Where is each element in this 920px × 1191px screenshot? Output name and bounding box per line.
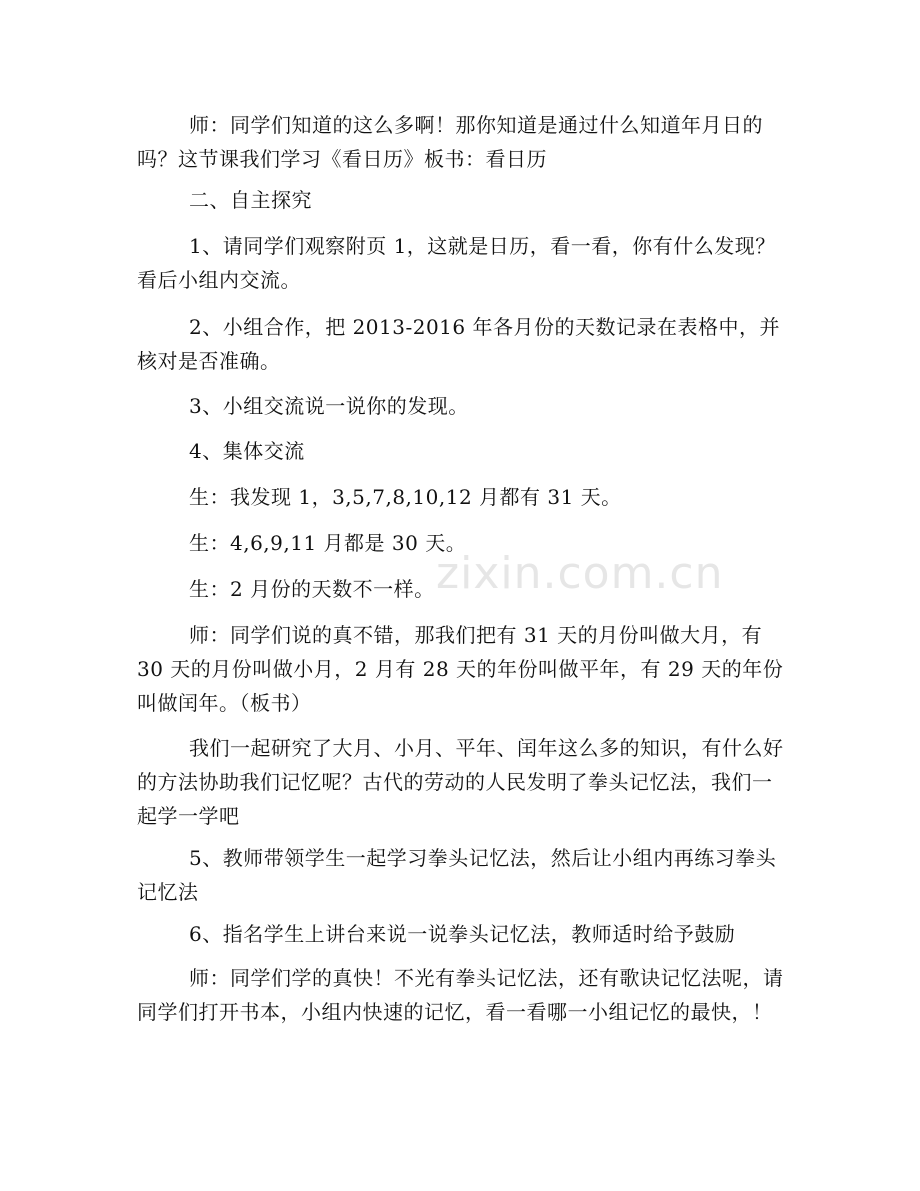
paragraph-step-2: 2、小组合作，把 2013-2016 年各月份的天数记录在表格中，并核对是否准确。 (137, 315, 780, 373)
paragraph-step-3: 3、小组交流说一说你的发现。 (189, 394, 469, 418)
paragraph-step-5: 5、教师带领学生一起学习拳头记忆法，然后让小组内再练习拳头记忆法 (137, 846, 777, 904)
paragraph-student-1: 生：我发现 1，3,5,7,8,10,12 月都有 31 天。 (189, 485, 622, 509)
section-heading-self-exploration: 二、自主探究 (189, 188, 312, 212)
paragraph-step-4: 4、集体交流 (189, 439, 305, 463)
paragraph-teacher-months: 师：同学们说的真不错，那我们把有 31 天的月份叫做大月，有30 天的月份叫做小月，2 月有 28 天的年份叫做平年，有 29 天的年份叫做闰年。（板书） (137, 623, 784, 715)
paragraph-memory-intro: 我们一起研究了大月、小月、平年、闰年这么多的知识，有什么好的方法协助我们记忆呢？古代的劳动的人民发明了拳头记忆法，我们一起学一学吧 (137, 736, 784, 828)
paragraph-step-6: 6、指名学生上讲台来说一说拳头记忆法，教师适时给予鼓励 (189, 922, 736, 946)
paragraph-student-2: 生：4,6,9,11 月都是 30 天。 (189, 531, 467, 555)
paragraph-student-3: 生：2 月份的天数不一样。 (189, 577, 435, 601)
paragraph-teacher-song: 师：同学们学的真快！不光有拳头记忆法，还有歌诀记忆法呢，请同学们打开书本，小组内快速的记忆，看一看哪一小组记忆的最快，！ (137, 966, 784, 1024)
paragraph-step-1: 1、请同学们观察附页 1，这就是日历，看一看，你有什么发现？看后小组内交流。 (137, 234, 776, 292)
watermark: zixin.com.cn (436, 548, 724, 599)
paragraph-teacher-intro: 师：同学们知道的这么多啊！那你知道是通过什么知道年月日的吗？这节课我们学习《看日历》板书：看日历 (137, 113, 763, 171)
